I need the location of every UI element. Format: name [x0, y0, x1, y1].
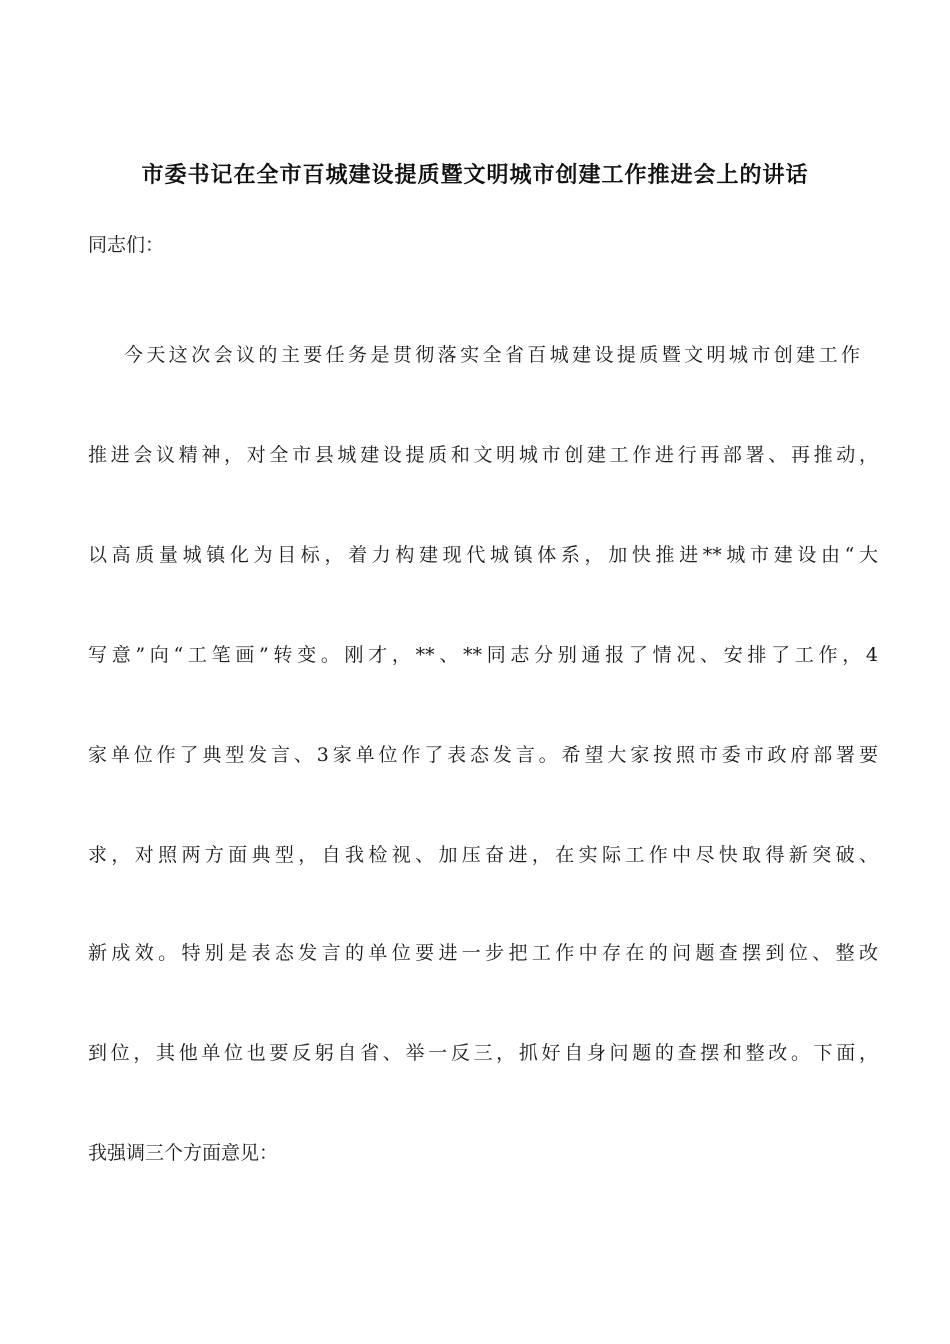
paragraph-line: 到位，其他单位也要反躬自省、举一反三，抓好自身问题的查摆和整改。下面， — [88, 1042, 878, 1064]
paragraph-line: 今天这次会议的主要任务是贯彻落实全省百城建设提质暨文明城市创建工作 — [124, 344, 860, 366]
salutation: 同志们： — [88, 234, 165, 256]
paragraph-line: 写意”向“工笔画”转变。刚才，**、**同志分别通报了情况、安排了工作，4 — [88, 644, 878, 666]
paragraph-line: 我强调三个方面意见： — [88, 1142, 279, 1164]
paragraph-line: 求，对照两方面典型，自我检视、加压奋进，在实际工作中尽快取得新突破、 — [88, 844, 878, 866]
paragraph-line: 推进会议精神，对全市县城建设提质和文明城市创建工作进行再部署、再推动， — [88, 444, 878, 466]
paragraph-line: 家单位作了典型发言、3家单位作了表态发言。希望大家按照市委市政府部署要 — [88, 744, 878, 766]
paragraph-line: 新成效。特别是表态发言的单位要进一步把工作中存在的问题查摆到位、整改 — [88, 942, 878, 964]
paragraph-line: 以高质量城镇化为目标，着力构建现代城镇体系，加快推进**城市建设由“大 — [88, 544, 878, 566]
document-title: 市委书记在全市百城建设提质暨文明城市创建工作推进会上的讲话 — [141, 162, 809, 188]
